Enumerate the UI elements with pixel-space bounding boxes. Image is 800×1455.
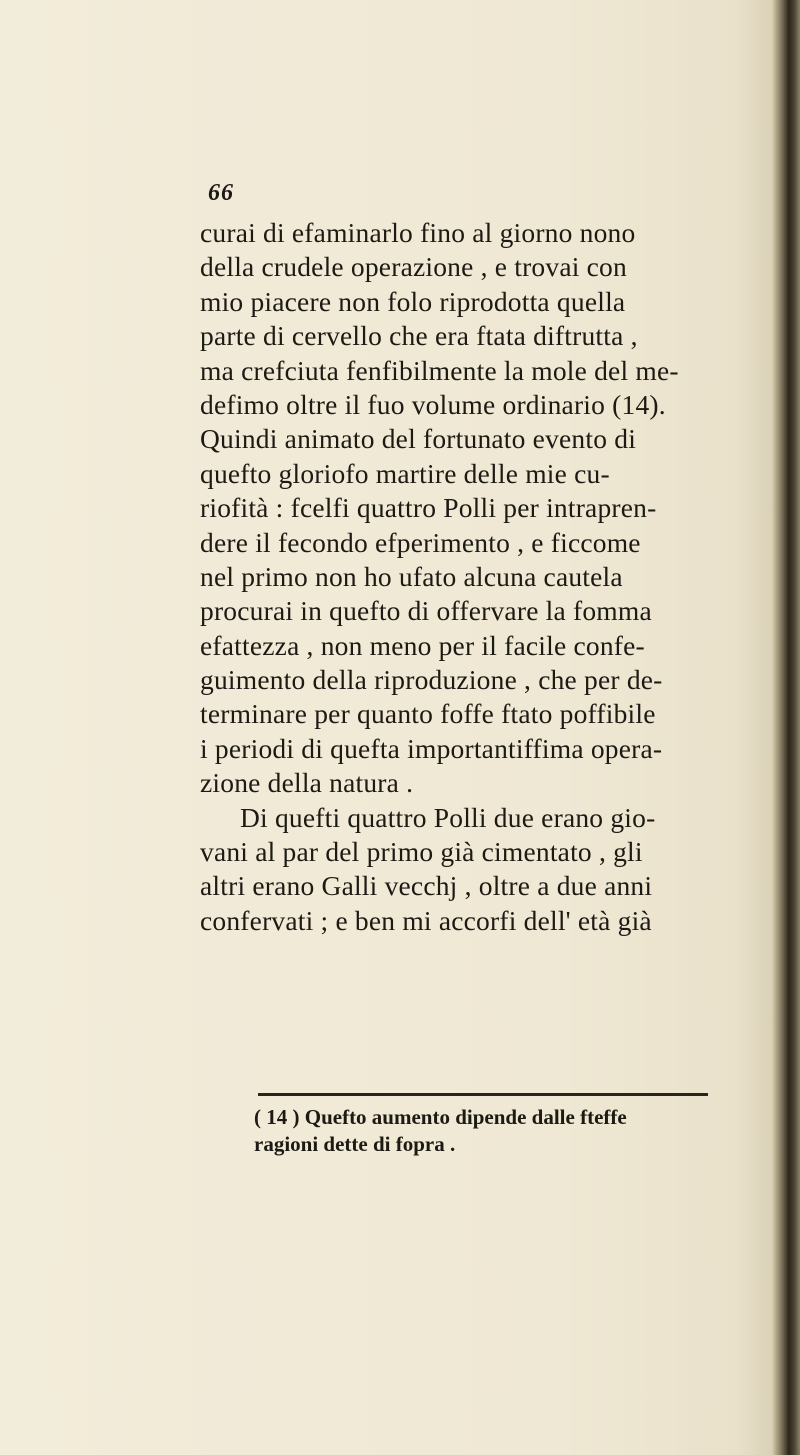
text-line: dere il fecondo efperimento , e ficcome (200, 526, 641, 558)
text-line: confervati ; e ben mi accorfi dell' età già (200, 904, 652, 936)
text-line: terminare per quanto foffe ftato poffibile (200, 698, 656, 730)
paragraph-start-line: Di quefti quattro Polli due erano gio- (240, 801, 656, 833)
text-line: parte di cervello che era ftata diftrutta , (200, 320, 638, 352)
text-line: curai di efaminarlo fino al giorno nono (200, 217, 636, 248)
footnote-line: ragioni dette di fopra . (254, 1132, 456, 1156)
book-spine-edge (772, 0, 800, 1455)
text-line: Quindi animato del fortunato evento di (200, 423, 637, 455)
text-line: quefto gloriofo martire delle mie cu- (200, 457, 610, 489)
text-line: i periodi di quefta importantiffima opera- (200, 732, 663, 764)
footnote-line: ( 14 ) Quefto aumento dipende dalle fteffe (254, 1105, 627, 1129)
text-line: riofità : fcelfi quattro Polli per intrapren- (200, 492, 657, 524)
text-line: altri erano Galli vecchj , oltre a due anni (200, 870, 653, 902)
text-line: ma crefciuta fenfibilmente la mole del me- (200, 354, 679, 386)
text-line: zione della natura . (200, 767, 414, 799)
text-line: vani al par del primo già cimentato , gli (200, 836, 643, 868)
text-line: efattezza , non meno per il facile confe- (200, 629, 645, 661)
text-line: procurai in quefto di offervare la fomma (200, 595, 652, 627)
footnote (254, 1104, 774, 1158)
text-line: defimo oltre il fuo volume ordinario (14). (200, 388, 666, 420)
text-line: guimento della riproduzione , che per de- (200, 664, 663, 696)
page-number: 66 (208, 180, 234, 206)
text-line: nel primo non ho ufato alcuna cautela (200, 560, 623, 592)
text-line: mio piacere non folo riprodotta quella (200, 285, 626, 317)
footnote-divider (258, 1093, 708, 1096)
body-text (200, 216, 760, 938)
text-line: della crudele operazione , e trovai con (200, 251, 627, 283)
